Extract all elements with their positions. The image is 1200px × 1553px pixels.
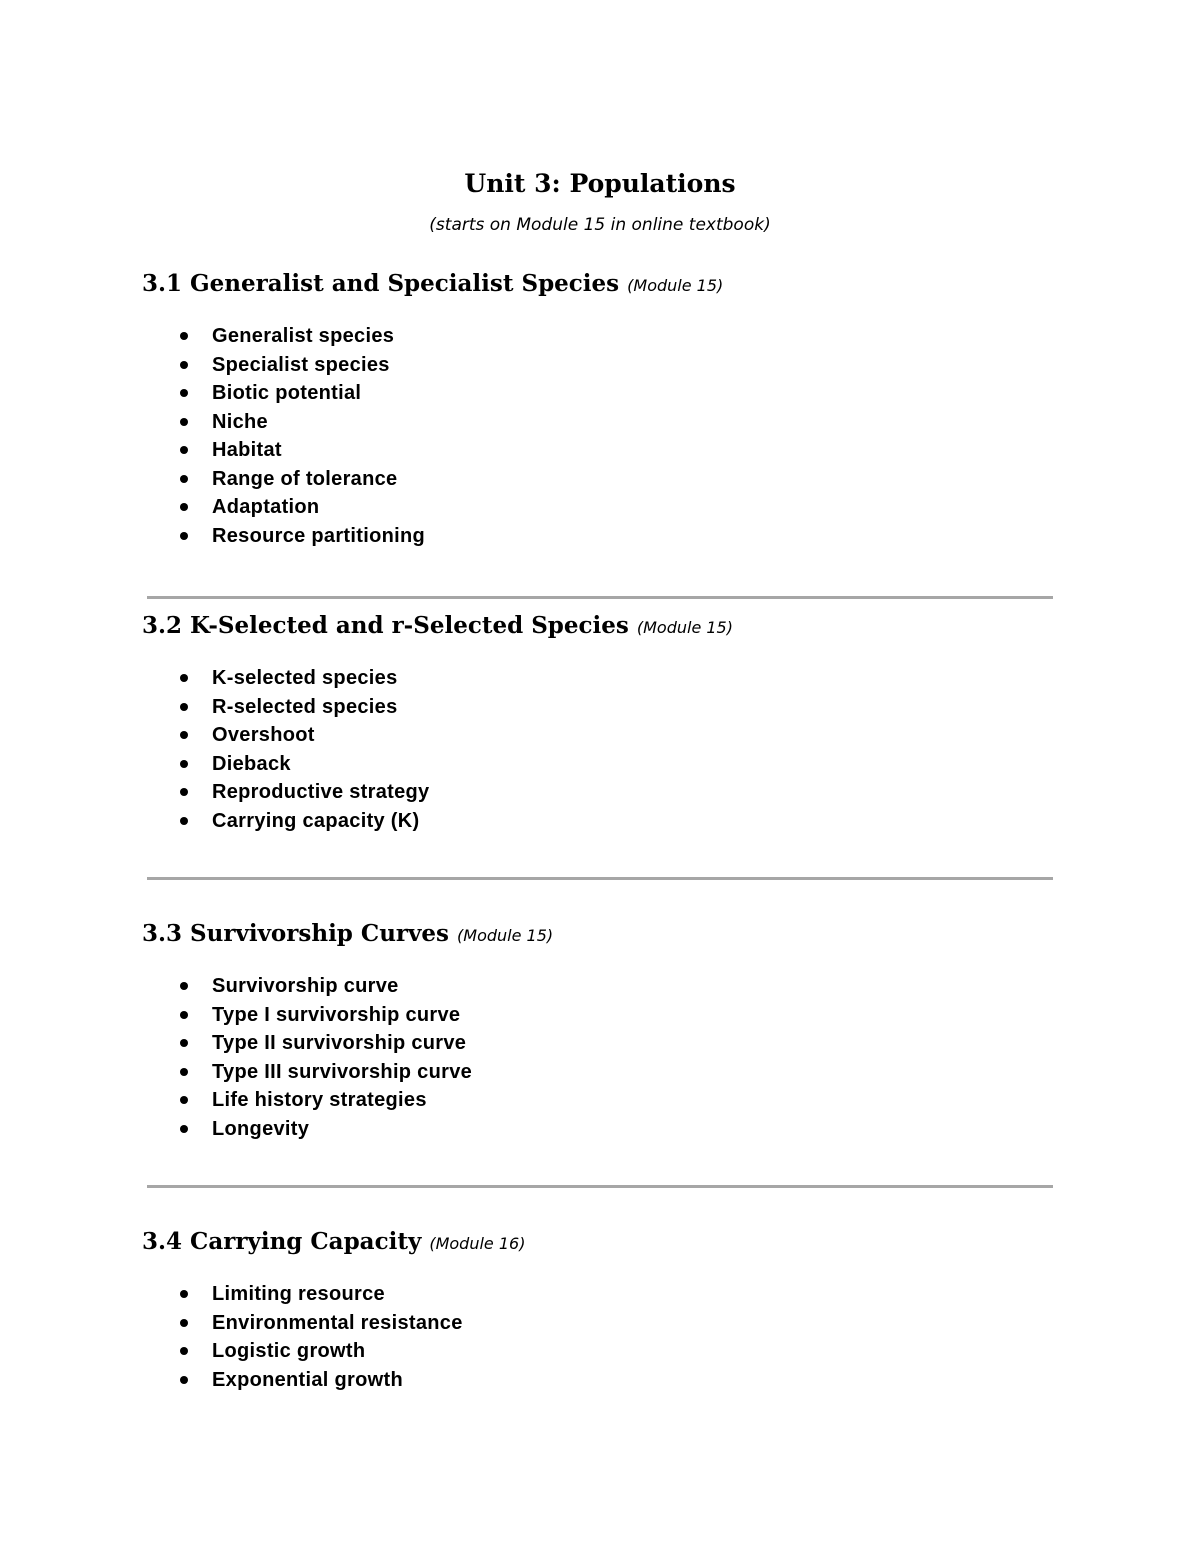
bullet-icon [180,475,188,483]
section-heading [142,268,1062,302]
bullet-icon [180,418,188,426]
bullet-icon [180,731,188,739]
module-reference: (Module 15) [457,926,554,945]
list-item: R-selected species [142,693,1062,722]
list-item: Limiting resource [142,1280,1062,1309]
list-item: Range of tolerance [142,465,1062,494]
list-item: Habitat [142,436,1062,465]
bullet-icon [180,817,188,825]
bullet-icon [180,1011,188,1019]
section-3-4 [142,1226,1062,1394]
term-list [142,1280,1062,1394]
section-heading-text: 3.4 Carrying Capacity [142,1228,422,1255]
bullet-icon [180,982,188,990]
section-3-2 [142,610,1062,835]
section-heading [142,1226,1062,1260]
bullet-icon [180,503,188,511]
section-divider [147,1185,1053,1188]
section-heading-text: 3.1 Generalist and Specialist Species [142,270,620,297]
section-heading-text: 3.2 K-Selected and r-Selected Species [142,612,629,639]
bullet-icon [180,332,188,340]
bullet-icon [180,361,188,369]
section-divider [147,877,1053,880]
list-item: Biotic potential [142,379,1062,408]
bullet-icon [180,674,188,682]
list-item: Life history strategies [142,1086,1062,1115]
term-list [142,972,1062,1143]
bullet-icon [180,760,188,768]
list-item: Type III survivorship curve [142,1058,1062,1087]
bullet-icon [180,1068,188,1076]
list-item: Adaptation [142,493,1062,522]
list-item: Exponential growth [142,1366,1062,1395]
list-item: Generalist species [142,322,1062,351]
bullet-icon [180,1096,188,1104]
list-item: Dieback [142,750,1062,779]
bullet-icon [180,1376,188,1384]
list-item: Specialist species [142,351,1062,380]
section-heading-text: 3.3 Survivorship Curves [142,920,449,947]
bullet-icon [180,1039,188,1047]
term-list [142,322,1062,550]
list-item: Type I survivorship curve [142,1001,1062,1030]
list-item: Survivorship curve [142,972,1062,1001]
list-item: Carrying capacity (K) [142,807,1062,836]
module-reference: (Module 15) [627,276,724,295]
section-3-1 [142,268,1062,550]
section-divider [147,596,1053,599]
section-heading [142,610,1062,644]
section-heading [142,918,1062,952]
list-item: Reproductive strategy [142,778,1062,807]
bullet-icon [180,1125,188,1133]
bullet-icon [180,389,188,397]
term-list [142,664,1062,835]
list-item: Overshoot [142,721,1062,750]
list-item: Environmental resistance [142,1309,1062,1338]
bullet-icon [180,1347,188,1355]
list-item: Longevity [142,1115,1062,1144]
module-reference: (Module 16) [429,1234,526,1253]
list-item: K-selected species [142,664,1062,693]
bullet-icon [180,532,188,540]
list-item: Resource partitioning [142,522,1062,551]
section-3-3 [142,918,1062,1143]
module-reference: (Module 15) [636,618,733,637]
list-item: Type II survivorship curve [142,1029,1062,1058]
page-title: Unit 3: Populations [464,169,736,198]
list-item: Logistic growth [142,1337,1062,1366]
bullet-icon [180,703,188,711]
list-item: Niche [142,408,1062,437]
bullet-icon [180,1319,188,1327]
bullet-icon [180,1290,188,1298]
bullet-icon [180,446,188,454]
bullet-icon [180,788,188,796]
page-subtitle: (starts on Module 15 in online textbook) [429,215,771,235]
